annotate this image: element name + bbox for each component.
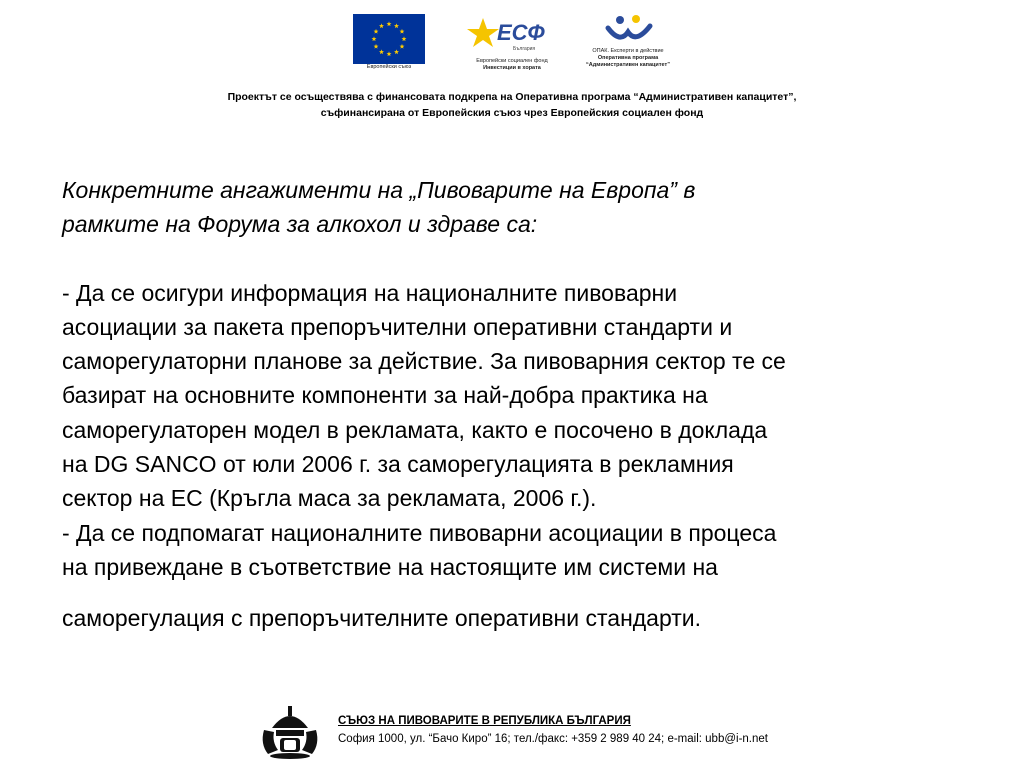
commitments-heading [62,173,992,242]
eu-logo [352,14,426,71]
eu-flag-icon [353,14,425,64]
opak-tagline: ОПАК. Експерти в действие [592,48,664,54]
funding-notice [0,89,1024,121]
footer-text [338,712,768,748]
text-line: на привеждане в съответствие на настоящите им системи на [62,553,718,580]
heading-line: рамките на Форума за алкохол и здраве са: [62,211,538,238]
funding-line-2: съфинансирана от Европейския съюз чрез Европейския социален фонд [320,107,704,119]
header-logos [0,14,1024,84]
paragraph-information [62,276,992,516]
esf-logo-text: ЕСФ [497,20,545,45]
text-line: асоциации за пакета препоръчителни оперативни стандарти и [62,313,733,340]
text-line: саморегулаторен модел в рекламата, както е посочено в доклада [62,416,768,443]
text-line: базират на основните компоненти за най-добра практика на [62,382,708,409]
opak-caption-2: “Административен капацитет” [586,62,670,68]
text-line: саморегулация с препоръчителните оперативни стандарти. [62,605,702,632]
text-line: - Да се подпомагат националните пивоварни асоциации в процеса [62,519,777,546]
brewers-union-emblem-icon [258,700,322,760]
opak-caption-1: Оперативна програма [597,55,659,61]
opak-logo [578,14,678,69]
eu-caption: Европейски съюз [366,64,412,70]
paragraph-support [62,516,992,585]
esf-caption-1: Европейски социален фонд [476,58,548,64]
esf-star-icon [467,14,557,58]
paragraph-standards [62,601,992,635]
organization-address: София 1000, ул. “Бачо Киро” 16; тел./факс: +359 2 989 40 24; e-mail: ubb@i-n.net [338,733,768,745]
funding-line-1: Проектът се осъществява с финансовата подкрепа на Оперативна програма “Административен капацитет”, [227,91,797,103]
organization-name: СЪЮЗ НА ПИВОВАРИТЕ В РЕПУБЛИКА БЪЛГАРИЯ [338,715,631,727]
footer [258,700,858,760]
esf-logo [466,14,558,72]
text-line: саморегулаторни планове за действие. За пивоварния сектор те се [62,348,786,375]
main-content [62,173,992,636]
text-line: сектор на ЕС (Кръгла маса за рекламата, 2006 г.). [62,485,597,512]
text-line: - Да се осигури информация на националните пивоварни [62,279,678,306]
opak-people-icon [598,14,658,48]
text-line: на DG SANCO от юли 2006 г. за саморегулацията в рекламния [62,451,734,478]
esf-caption-2: Инвестиции в хората [483,65,541,71]
esf-country-text: България [513,46,536,52]
heading-line: Конкретните ангажименти на „Пивоварите на Европа” в [62,177,696,203]
